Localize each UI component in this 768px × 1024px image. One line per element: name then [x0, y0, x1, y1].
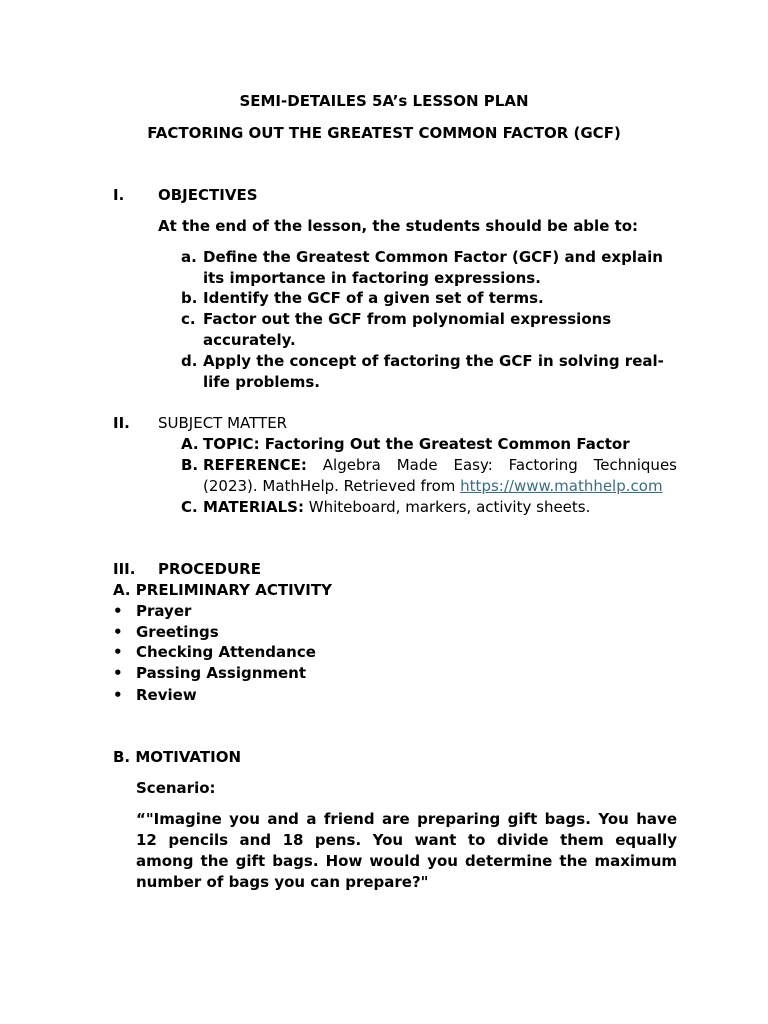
bullet: • [113, 643, 123, 661]
objective-text-line: Define the Greatest Common Factor (GCF) and explain [203, 248, 663, 266]
list-item: Passing Assignment [136, 664, 307, 682]
document-title: SEMI-DETAILES 5A’s LESSON PLAN [239, 92, 529, 110]
bullet: • [113, 623, 123, 641]
topic-marker: A. [181, 435, 199, 453]
objective-text-line: Apply the concept of factoring the GCF in solving real- [203, 352, 664, 370]
materials-line [203, 497, 590, 517]
objective-marker: a. [181, 248, 197, 266]
reference-text: Algebra Made Easy: Factoring Techniques [322, 456, 677, 474]
bullet: • [113, 664, 123, 682]
section-heading-procedure: PROCEDURE [158, 560, 261, 578]
reference-marker: B. [181, 456, 199, 474]
section-number-subject-matter: II. [113, 414, 130, 432]
objective-text-line: accurately. [203, 331, 296, 349]
objectives-intro: At the end of the lesson, the students should be able to: [158, 217, 639, 235]
scenario-text-line: number of bags you can prepare?" [136, 873, 429, 891]
objective-text-line: its importance in factoring expressions. [203, 269, 541, 287]
reference-label: REFERENCE: [203, 456, 307, 474]
objective-marker: d. [181, 352, 198, 370]
bullet: • [113, 686, 123, 704]
list-item: Prayer [136, 602, 192, 620]
list-item: Greetings [136, 623, 219, 641]
scenario-text-line: 12 pencils and 18 pens. You want to divide them equally [136, 831, 677, 849]
reference-line [203, 455, 677, 475]
section-number-procedure: III. [113, 560, 136, 578]
reference-line-2 [203, 476, 663, 496]
document-subtitle: FACTORING OUT THE GREATEST COMMON FACTOR (GCF) [147, 124, 621, 142]
materials-marker: C. [181, 498, 198, 516]
motivation-heading: B. MOTIVATION [113, 748, 241, 766]
list-item: Checking Attendance [136, 643, 316, 661]
bullet: • [113, 602, 123, 620]
objective-text-line: life problems. [203, 373, 320, 391]
objective-marker: c. [181, 310, 196, 328]
objective-marker: b. [181, 289, 198, 307]
section-heading-objectives: OBJECTIVES [158, 186, 258, 204]
objective-text-line: Identify the GCF of a given set of terms. [203, 289, 544, 307]
scenario-label: Scenario: [136, 779, 216, 797]
reference-link[interactable]: https://www.mathhelp.com [460, 477, 663, 495]
section-heading-subject-matter: SUBJECT MATTER [158, 414, 288, 432]
section-number-objectives: I. [113, 186, 125, 204]
topic-text: TOPIC: Factoring Out the Greatest Common Factor [203, 435, 630, 453]
preliminary-activity-heading: A. PRELIMINARY ACTIVITY [113, 581, 332, 599]
reference-text-2: (2023). MathHelp. Retrieved from [203, 477, 461, 495]
list-item: Review [136, 686, 197, 704]
scenario-text-line: among the gift bags. How would you determine the maximum [136, 852, 677, 870]
objective-text-line: Factor out the GCF from polynomial expressions [203, 310, 612, 328]
materials-text: Whiteboard, markers, activity sheets. [308, 498, 591, 516]
scenario-text-line: “"Imagine you and a friend are preparing gift bags. You have [136, 810, 677, 828]
materials-label: MATERIALS: [203, 498, 304, 516]
